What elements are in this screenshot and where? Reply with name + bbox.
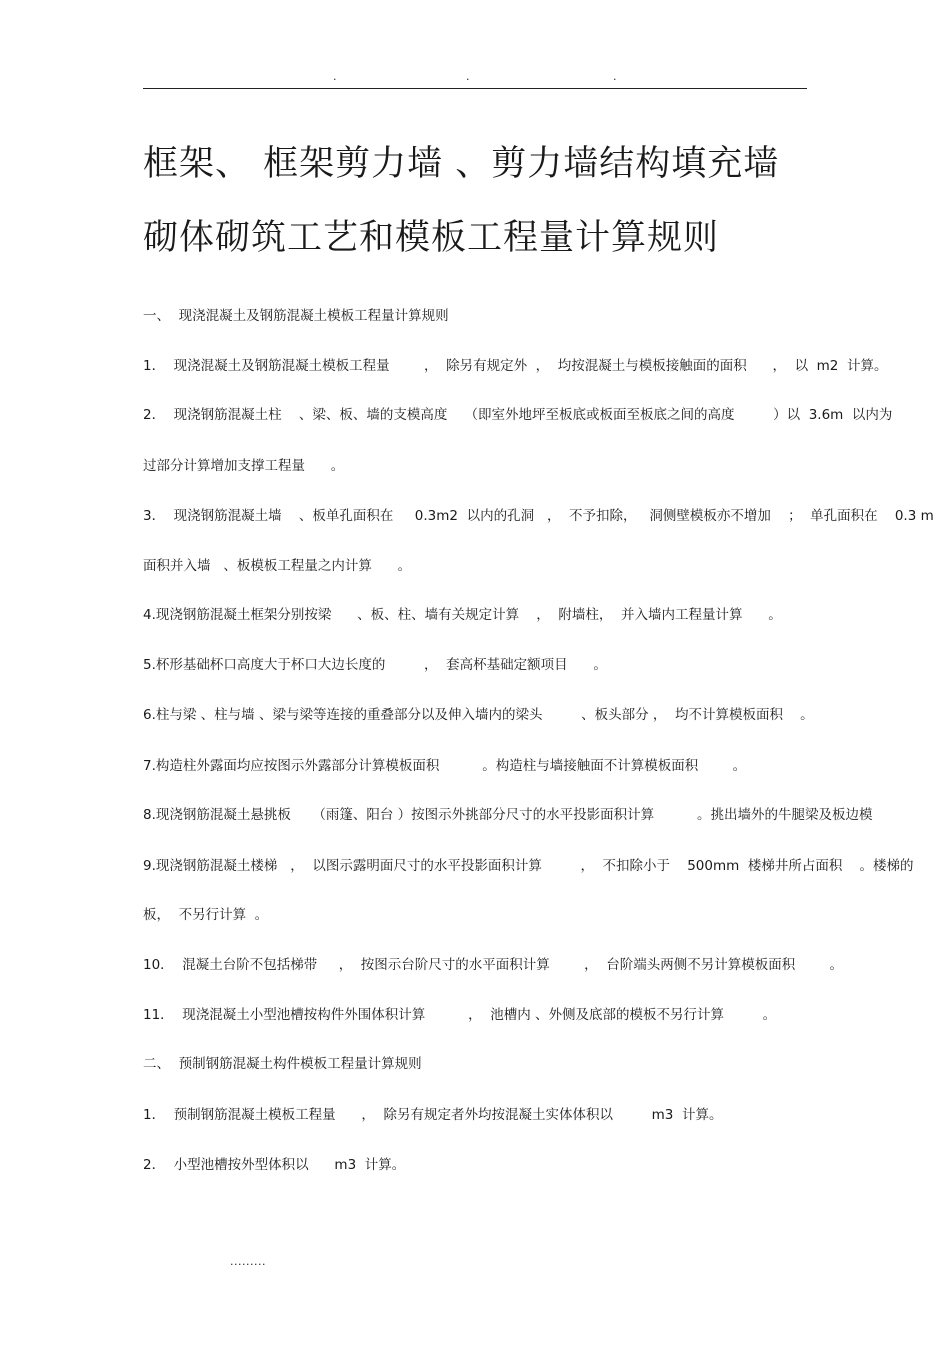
rule-item: 3． 现浇钢筋混凝土墙 、板单孔面积在 0.3m2 以内的孔洞 ， 不予扣除， 洞侧壁模板亦不增加 ； 单孔面积在 0.3 m (143, 508, 934, 524)
rule-item-continuation: 面积并入墙 、板模板工程量之内计算 。 (143, 558, 412, 574)
rule-item: 1． 预制钢筋混凝土模板工程量 ， 除另有规定者外均按混凝土实体体积以 m3 计算。 (143, 1107, 723, 1123)
footer-dots: ......... (230, 1255, 266, 1268)
rule-item-continuation: 板， 不另行计算 。 (143, 907, 269, 923)
rule-item-continuation: 过部分计算增加支撑工程量 。 (143, 458, 345, 474)
rule-item: 6.柱与梁 、柱与墙 、梁与梁等连接的重叠部分以及伸入墙内的梁头 、板头部分 ， 均不计算模板面积 。 (143, 707, 814, 723)
rule-item: 4.现浇钢筋混凝土框架分别按梁 、板、柱、墙有关规定计算 ， 附墙柱， 并入墙内工程量计算 。 (143, 607, 782, 623)
header-dot: . (333, 70, 337, 83)
rule-item: 5.杯形基础杯口高度大于杯口大边长度的 ， 套高杯基础定额项目 。 (143, 657, 607, 673)
rule-item: 9.现浇钢筋混凝土楼梯 ， 以图示露明面尺寸的水平投影面积计算 ， 不扣除小于 500mm 楼梯井所占面积 。楼梯的 (143, 858, 914, 874)
rule-item: 2． 现浇钢筋混凝土柱 、梁、板、墙的支模高度 （即室外地坪至板底或板面至板底之间的高度 ）以 3.6m 以内为 (143, 407, 893, 423)
rule-item: 2． 小型池槽按外型体积以 m3 计算。 (143, 1157, 406, 1173)
rule-item: 7.构造柱外露面均应按图示外露部分计算模板面积 。构造柱与墙接触面不计算模板面积 。 (143, 758, 747, 774)
section-heading: 一、 现浇混凝土及钢筋混凝土模板工程量计算规则 (143, 308, 449, 324)
header-rule (143, 88, 807, 89)
title-line-1: 框架、 框架剪力墙 、剪力墙结构填充墙 (143, 144, 780, 184)
title-line-2: 砌体砌筑工艺和模板工程量计算规则 (143, 218, 720, 258)
header-dot: . (466, 70, 470, 83)
section-heading: 二、 预制钢筋混凝土构件模板工程量计算规则 (143, 1056, 422, 1072)
header-dot: . (613, 70, 617, 83)
rule-item: 11． 现浇混凝土小型池槽按构件外围体积计算 ， 池槽内 、外侧及底部的模板不另行计算 。 (143, 1007, 777, 1023)
rule-item: 1． 现浇混凝土及钢筋混凝土模板工程量 ， 除另有规定外 ， 均按混凝土与模板接触面的面积 ， 以 m2 计算。 (143, 358, 888, 374)
header-dots (143, 70, 807, 88)
rule-item: 8.现浇钢筋混凝土悬挑板 （雨篷、阳台 ）按图示外挑部分尺寸的水平投影面积计算 。挑出墙外的牛腿梁及板边模 (143, 807, 873, 823)
rule-item: 10． 混凝土台阶不包括梯带 ， 按图示台阶尺寸的水平面积计算 ， 台阶端头两侧不另计算模板面积 。 (143, 957, 844, 973)
